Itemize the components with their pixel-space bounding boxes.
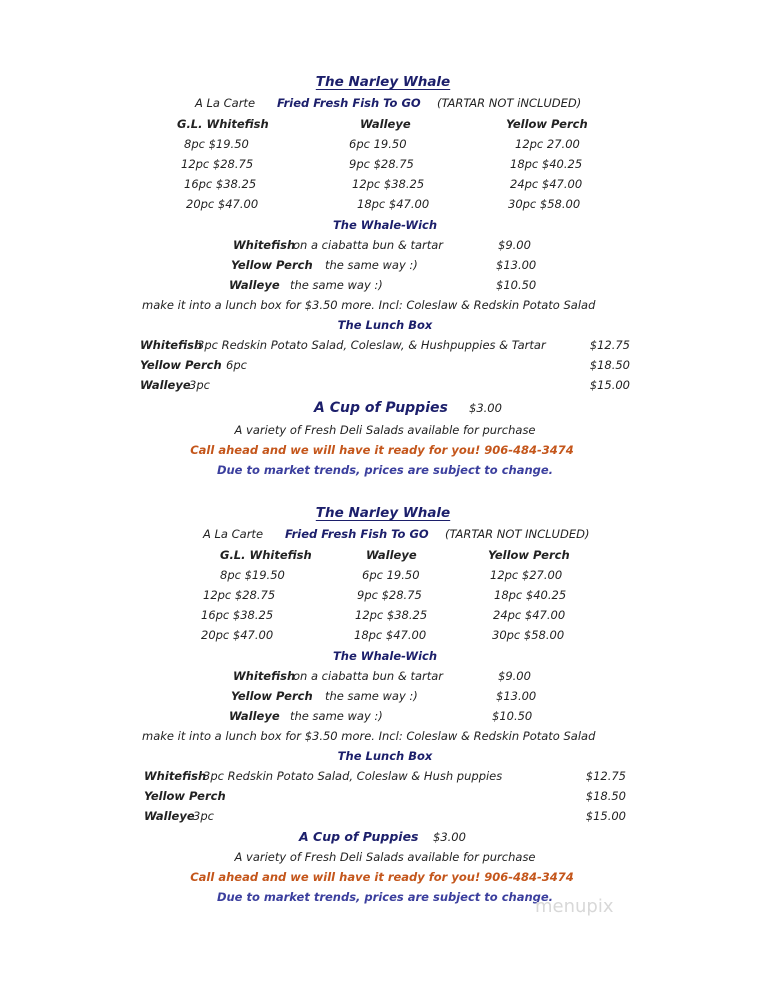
item-name: Whitefish [140,338,203,352]
item-description: the same way :) [325,258,418,272]
item-description: 3pc Redskin Potato Salad, Coleslaw, & Hushpuppies & Tartar [197,338,546,352]
item-name: Yellow Perch [231,689,313,703]
item-price: $13.00 [496,689,537,703]
item-name: Yellow Perch [140,358,222,372]
price-entry: 12pc $27.00 [490,568,563,582]
price-entry: 20pc $47.00 [186,197,259,211]
price-entry: 8pc $19.50 [220,568,285,582]
subtitle-prefix: A La Carte [195,96,256,110]
price-entry: 12pc $38.25 [352,177,425,191]
price-entry: 30pc $58.00 [492,628,565,642]
subtitle-note: (TARTAR NOT INCLUDED) [445,527,590,541]
price-entry: 24pc $47.00 [510,177,583,191]
column-header: G.L. Whitefish [220,548,312,562]
item-name: Walleye [144,809,195,823]
item-price: $12.75 [585,769,626,783]
price-entry: 12pc $38.25 [355,608,428,622]
item-price: $12.75 [589,338,630,352]
price-entry: 12pc $28.75 [203,588,276,602]
column-header: Yellow Perch [506,117,588,131]
item-price: $18.50 [589,358,630,372]
subtitle-highlight: Fried Fresh Fish To GO [285,527,429,541]
item-price: $10.50 [496,278,537,292]
menu-title: The Narley Whale [315,505,451,521]
item-name: Yellow Perch [231,258,313,272]
price-disclaimer: Due to market trends, prices are subject to change. [216,890,554,904]
subtitle-prefix: A La Carte [203,527,264,541]
section-heading-whale-wich: The Whale-Wich [332,218,438,232]
column-header: Walleye [366,548,417,562]
price-entry: 18pc $40.25 [510,157,583,171]
price-entry: 18pc $47.00 [357,197,430,211]
item-price: $15.00 [589,378,630,392]
price-entry: 8pc $19.50 [184,137,249,151]
price-entry: 9pc $28.75 [357,588,422,602]
subtitle-note: (TARTAR NOT iNCLUDED) [437,96,582,110]
deli-salads-note: A variety of Fresh Deli Salads available for purchase [234,850,536,864]
item-name: Whitefish [233,669,296,683]
item-price: $9.00 [498,669,531,683]
price-entry: 16pc $38.25 [184,177,257,191]
item-name: Yellow Perch [144,789,226,803]
price-entry: 30pc $58.00 [508,197,581,211]
item-name: Whitefish [144,769,207,783]
item-description: the same way :) [290,709,383,723]
item-description: 3pc Redskin Potato Salad, Coleslaw & Hush puppies [203,769,503,783]
column-header: Yellow Perch [488,548,570,562]
item-description: the same way :) [290,278,383,292]
item-price: $13.00 [496,258,537,272]
item-price: $15.00 [585,809,626,823]
price-entry: 18pc $40.25 [494,588,567,602]
price-entry: 9pc $28.75 [349,157,414,171]
price-entry: 24pc $47.00 [493,608,566,622]
deli-salads-note: A variety of Fresh Deli Salads available for purchase [234,423,536,437]
item-price: $9.00 [498,238,531,252]
column-header: Walleye [360,117,411,131]
cup-of-puppies-price: $3.00 [469,401,502,415]
price-entry: 12pc $28.75 [181,157,254,171]
item-name: Whitefish [233,238,296,252]
lunch-box-note: make it into a lunch box for $3.50 more. Incl: Coleslaw & Redskin Potato Salad [142,298,596,312]
price-entry: 18pc $47.00 [354,628,427,642]
price-entry: 6pc 19.50 [349,137,407,151]
item-description: 3pc [193,809,214,823]
price-disclaimer: Due to market trends, prices are subject to change. [216,463,554,477]
section-heading-lunch-box: The Lunch Box [337,318,433,332]
price-entry: 6pc 19.50 [362,568,420,582]
price-entry: 12pc 27.00 [515,137,580,151]
menu-title: The Narley Whale [315,74,451,90]
call-ahead-phone: Call ahead and we will have it ready for you! 906-484-3474 [190,443,574,457]
item-description: on a ciabatta bun & tartar [293,238,444,252]
subtitle-highlight: Fried Fresh Fish To GO [277,96,421,110]
item-description: the same way :) [325,689,418,703]
section-heading-lunch-box: The Lunch Box [337,749,433,763]
item-price: $18.50 [585,789,626,803]
item-name: Walleye [140,378,191,392]
price-entry: 16pc $38.25 [201,608,274,622]
column-header: G.L. Whitefish [177,117,269,131]
price-entry: 20pc $47.00 [201,628,274,642]
item-description: 3pc [189,378,210,392]
item-name: Walleye [229,278,280,292]
cup-of-puppies: A Cup of Puppies [314,400,448,416]
item-description: 6pc [226,358,247,372]
cup-of-puppies: A Cup of Puppies [299,829,419,844]
section-heading-whale-wich: The Whale-Wich [332,649,438,663]
cup-of-puppies-price: $3.00 [433,830,466,844]
item-price: $10.50 [492,709,533,723]
call-ahead-phone: Call ahead and we will have it ready for you! 906-484-3474 [190,870,574,884]
lunch-box-note: make it into a lunch box for $3.50 more. Incl: Coleslaw & Redskin Potato Salad [142,729,596,743]
item-description: on a ciabatta bun & tartar [293,669,444,683]
watermark-logo: menupix [535,896,614,917]
item-name: Walleye [229,709,280,723]
